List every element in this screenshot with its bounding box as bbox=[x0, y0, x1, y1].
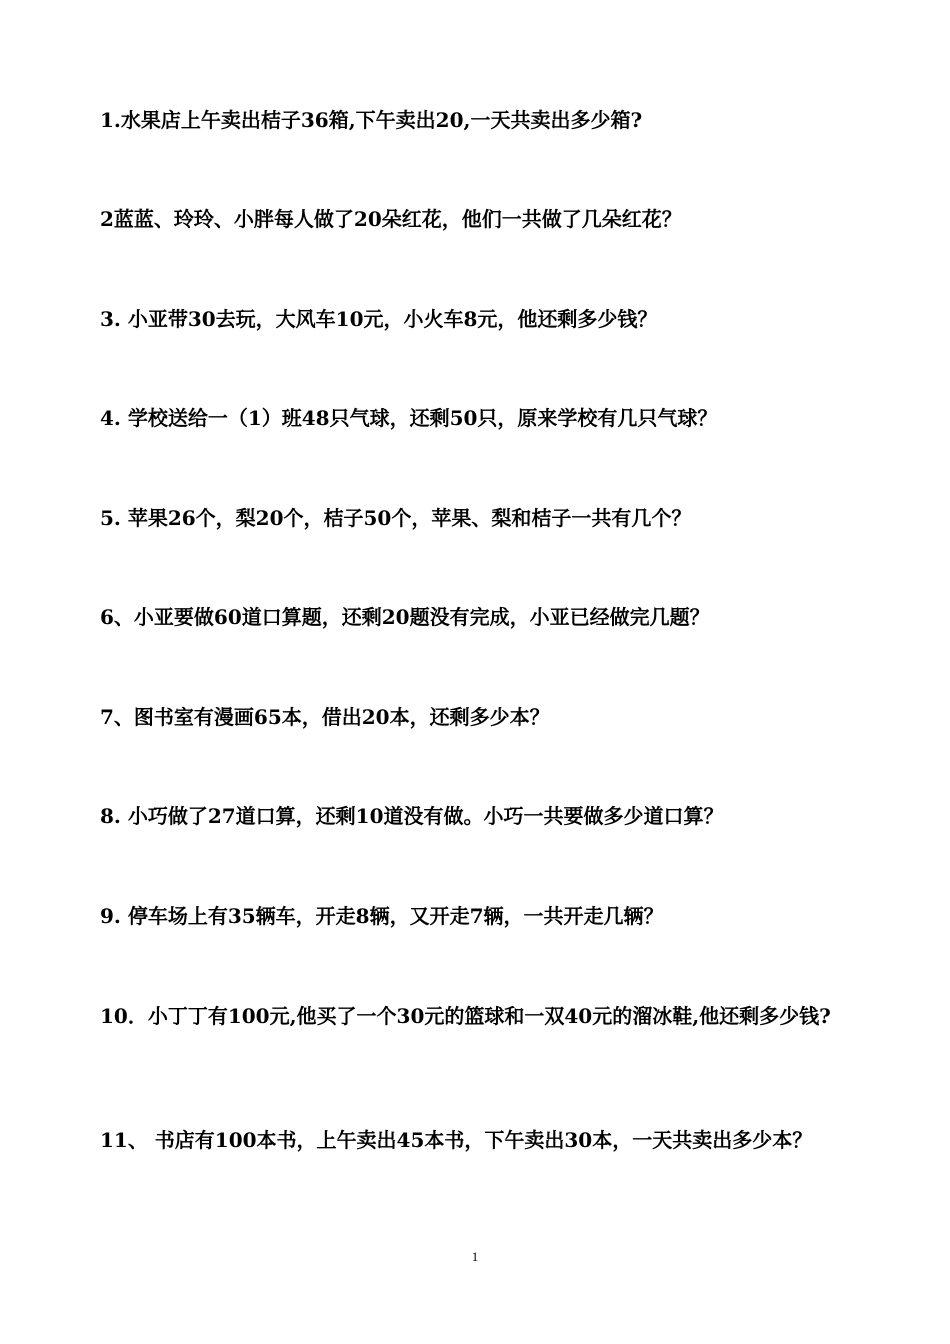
question-1: 1.水果店上午卖出桔子36箱,下午卖出20,一天共卖出多少箱? bbox=[100, 108, 643, 132]
question-2: 2蓝蓝、玲玲、小胖每人做了20朵红花，他们一共做了几朵红花？ bbox=[100, 207, 682, 231]
question-4: 4. 学校送给一（1）班48只气球，还剩50只，原来学校有几只气球？ bbox=[100, 406, 718, 430]
page-number: 1 bbox=[471, 1249, 479, 1264]
question-7: 7、图书室有漫画65本，借出20本，还剩多少本？ bbox=[100, 705, 550, 729]
question-10: 10．小丁丁有100元,他买了一个30元的篮球和一双40元的溜冰鞋,他还剩多少钱? bbox=[100, 1004, 831, 1028]
question-9: 9. 停车场上有35辆车，开走8辆，又开走7辆，一共开走几辆？ bbox=[100, 904, 664, 928]
question-8: 8. 小巧做了27道口算，还剩10道没有做。小巧一共要做多少道口算？ bbox=[100, 804, 724, 828]
question-11: 11、 书店有100本书，上午卖出45本书，下午卖出30本，一天共卖出多少本？ bbox=[100, 1128, 813, 1152]
question-6: 6、小亚要做60道口算题，还剩20题没有完成，小亚已经做完几题？ bbox=[100, 605, 710, 629]
question-5: 5. 苹果26个，梨20个，桔子50个，苹果、梨和桔子一共有几个？ bbox=[100, 506, 692, 530]
question-3: 3. 小亚带30去玩，大风车10元，小火车8元，他还剩多少钱？ bbox=[100, 307, 658, 331]
